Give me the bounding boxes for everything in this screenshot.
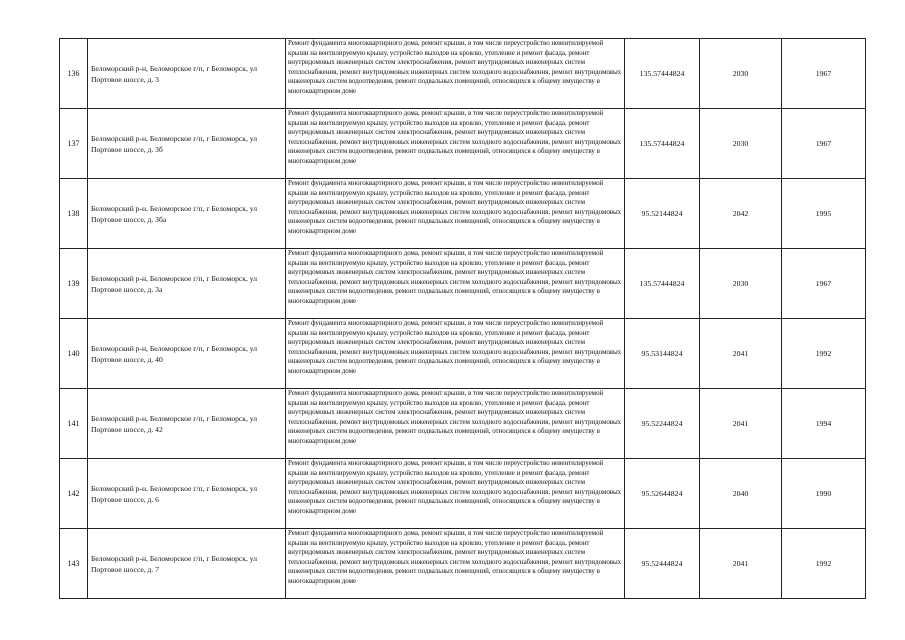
works-description-cell: Ремонт фундамента многоквартирного дома, ремонт крыши, в том числе переустройство невентилируемой крыши на вентилируемую крышу, устройство выходов на кровлю, утепление и ремонт фасада, ремонт внутридомовых инженерных систем электроснабжения, ремонт внутридомовых инженерных систем теплоснабжения, ремонт внутридомовых инженерных систем холодного водоснабжения, ремонт внутридомовых инженерных систем водоотведения, ремонт подвальных помещений, относящихся к общему имуществу в многоквартирном доме [286,529,625,599]
housing-repair-table [59,38,866,599]
row-number-cell: 139 [60,249,88,319]
address-cell: Беломорский р-н, Беломорское г/п, г Беломорск, ул Портовое шоссе, д. 3б [88,109,286,179]
works-description-cell: Ремонт фундамента многоквартирного дома, ремонт крыши, в том числе переустройство невентилируемой крыши на вентилируемую крышу, устройство выходов на кровлю, утепление и ремонт фасада, ремонт внутридомовых инженерных систем электроснабжения, ремонт внутридомовых инженерных систем теплоснабжения, ремонт внутридомовых инженерных систем холодного водоснабжения, ремонт внутридомовых инженерных систем водоотведения, ремонт подвальных помещений, относящихся к общему имуществу в многоквартирном доме [286,249,625,319]
works-description-cell: Ремонт фундамента многоквартирного дома, ремонт крыши, в том числе переустройство невентилируемой крыши на вентилируемую крышу, устройство выходов на кровлю, утепление и ремонт фасада, ремонт внутридомовых инженерных систем электроснабжения, ремонт внутридомовых инженерных систем теплоснабжения, ремонт внутридомовых инженерных систем холодного водоснабжения, ремонт внутридомовых инженерных систем водоотведения, ремонт подвальных помещений, относящихся к общему имуществу в многоквартирном доме [286,389,625,459]
planned-year-cell: 2041 [700,319,782,389]
address-cell: Беломорский р-н, Беломорское г/п, г Беломорск, ул Портовое шоссе, д. 3а [88,249,286,319]
table-row [60,249,866,319]
row-number-cell: 137 [60,109,88,179]
build-year-cell: 1967 [782,109,866,179]
works-description-cell: Ремонт фундамента многоквартирного дома, ремонт крыши, в том числе переустройство невентилируемой крыши на вентилируемую крышу, устройство выходов на кровлю, утепление и ремонт фасада, ремонт внутридомовых инженерных систем электроснабжения, ремонт внутридомовых инженерных систем теплоснабжения, ремонт внутридомовых инженерных систем холодного водоснабжения, ремонт внутридомовых инженерных систем водоотведения, ремонт подвальных помещений, относящихся к общему имуществу в многоквартирном доме [286,179,625,249]
build-year-cell: 1967 [782,39,866,109]
works-description-cell: Ремонт фундамента многоквартирного дома, ремонт крыши, в том числе переустройство невентилируемой крыши на вентилируемую крышу, устройство выходов на кровлю, утепление и ремонт фасада, ремонт внутридомовых инженерных систем электроснабжения, ремонт внутридомовых инженерных систем теплоснабжения, ремонт внутридомовых инженерных систем холодного водоснабжения, ремонт внутридомовых инженерных систем водоотведения, ремонт подвальных помещений, относящихся к общему имуществу в многоквартирном доме [286,459,625,529]
planned-year-cell: 2030 [700,109,782,179]
table-row [60,179,866,249]
build-year-cell: 1990 [782,459,866,529]
address-cell: Беломорский р-н, Беломорское г/п, г Беломорск, ул Портовое шоссе, д. 6 [88,459,286,529]
cost-cell: 135.57444824 [625,39,700,109]
row-number-cell: 142 [60,459,88,529]
address-cell: Беломорский р-н, Беломорское г/п, г Беломорск, ул Портовое шоссе, д. 7 [88,529,286,599]
row-number-cell: 140 [60,319,88,389]
planned-year-cell: 2030 [700,249,782,319]
works-description-cell: Ремонт фундамента многоквартирного дома, ремонт крыши, в том числе переустройство невентилируемой крыши на вентилируемую крышу, устройство выходов на кровлю, утепление и ремонт фасада, ремонт внутридомовых инженерных систем электроснабжения, ремонт внутридомовых инженерных систем теплоснабжения, ремонт внутридомовых инженерных систем холодного водоснабжения, ремонт внутридомовых инженерных систем водоотведения, ремонт подвальных помещений, относящихся к общему имуществу в многоквартирном доме [286,109,625,179]
address-cell: Беломорский р-н, Беломорское г/п, г Беломорск, ул Портовое шоссе, д. 42 [88,389,286,459]
table-row [60,459,866,529]
cost-cell: 95.52244824 [625,389,700,459]
planned-year-cell: 2041 [700,529,782,599]
works-description-cell: Ремонт фундамента многоквартирного дома, ремонт крыши, в том числе переустройство невентилируемой крыши на вентилируемую крышу, устройство выходов на кровлю, утепление и ремонт фасада, ремонт внутридомовых инженерных систем электроснабжения, ремонт внутридомовых инженерных систем теплоснабжения, ремонт внутридомовых инженерных систем холодного водоснабжения, ремонт внутридомовых инженерных систем водоотведения, ремонт подвальных помещений, относящихся к общему имуществу в многоквартирном доме [286,39,625,109]
works-description-cell: Ремонт фундамента многоквартирного дома, ремонт крыши, в том числе переустройство невентилируемой крыши на вентилируемую крышу, устройство выходов на кровлю, утепление и ремонт фасада, ремонт внутридомовых инженерных систем электроснабжения, ремонт внутридомовых инженерных систем теплоснабжения, ремонт внутридомовых инженерных систем холодного водоснабжения, ремонт внутридомовых инженерных систем водоотведения, ремонт подвальных помещений, относящихся к общему имуществу в многоквартирном доме [286,319,625,389]
planned-year-cell: 2040 [700,459,782,529]
build-year-cell: 1995 [782,179,866,249]
document-page [59,38,866,599]
table-row [60,39,866,109]
address-cell: Беломорский р-н, Беломорское г/п, г Беломорск, ул Портовое шоссе, д. 3 [88,39,286,109]
address-cell: Беломорский р-н, Беломорское г/п, г Беломорск, ул Портовое шоссе, д. 40 [88,319,286,389]
table-row [60,529,866,599]
table-row [60,389,866,459]
address-cell: Беломорский р-н, Беломорское г/п, г Беломорск, ул Портовое шоссе, д. 3ба [88,179,286,249]
row-number-cell: 138 [60,179,88,249]
planned-year-cell: 2042 [700,179,782,249]
row-number-cell: 141 [60,389,88,459]
planned-year-cell: 2041 [700,389,782,459]
cost-cell: 95.53144824 [625,319,700,389]
cost-cell: 95.52144824 [625,179,700,249]
build-year-cell: 1994 [782,389,866,459]
planned-year-cell: 2030 [700,39,782,109]
table-row [60,109,866,179]
cost-cell: 135.57444824 [625,109,700,179]
table-row [60,319,866,389]
cost-cell: 135.57444824 [625,249,700,319]
build-year-cell: 1992 [782,319,866,389]
build-year-cell: 1992 [782,529,866,599]
build-year-cell: 1967 [782,249,866,319]
cost-cell: 95.52644824 [625,459,700,529]
row-number-cell: 136 [60,39,88,109]
cost-cell: 95.52444824 [625,529,700,599]
row-number-cell: 143 [60,529,88,599]
